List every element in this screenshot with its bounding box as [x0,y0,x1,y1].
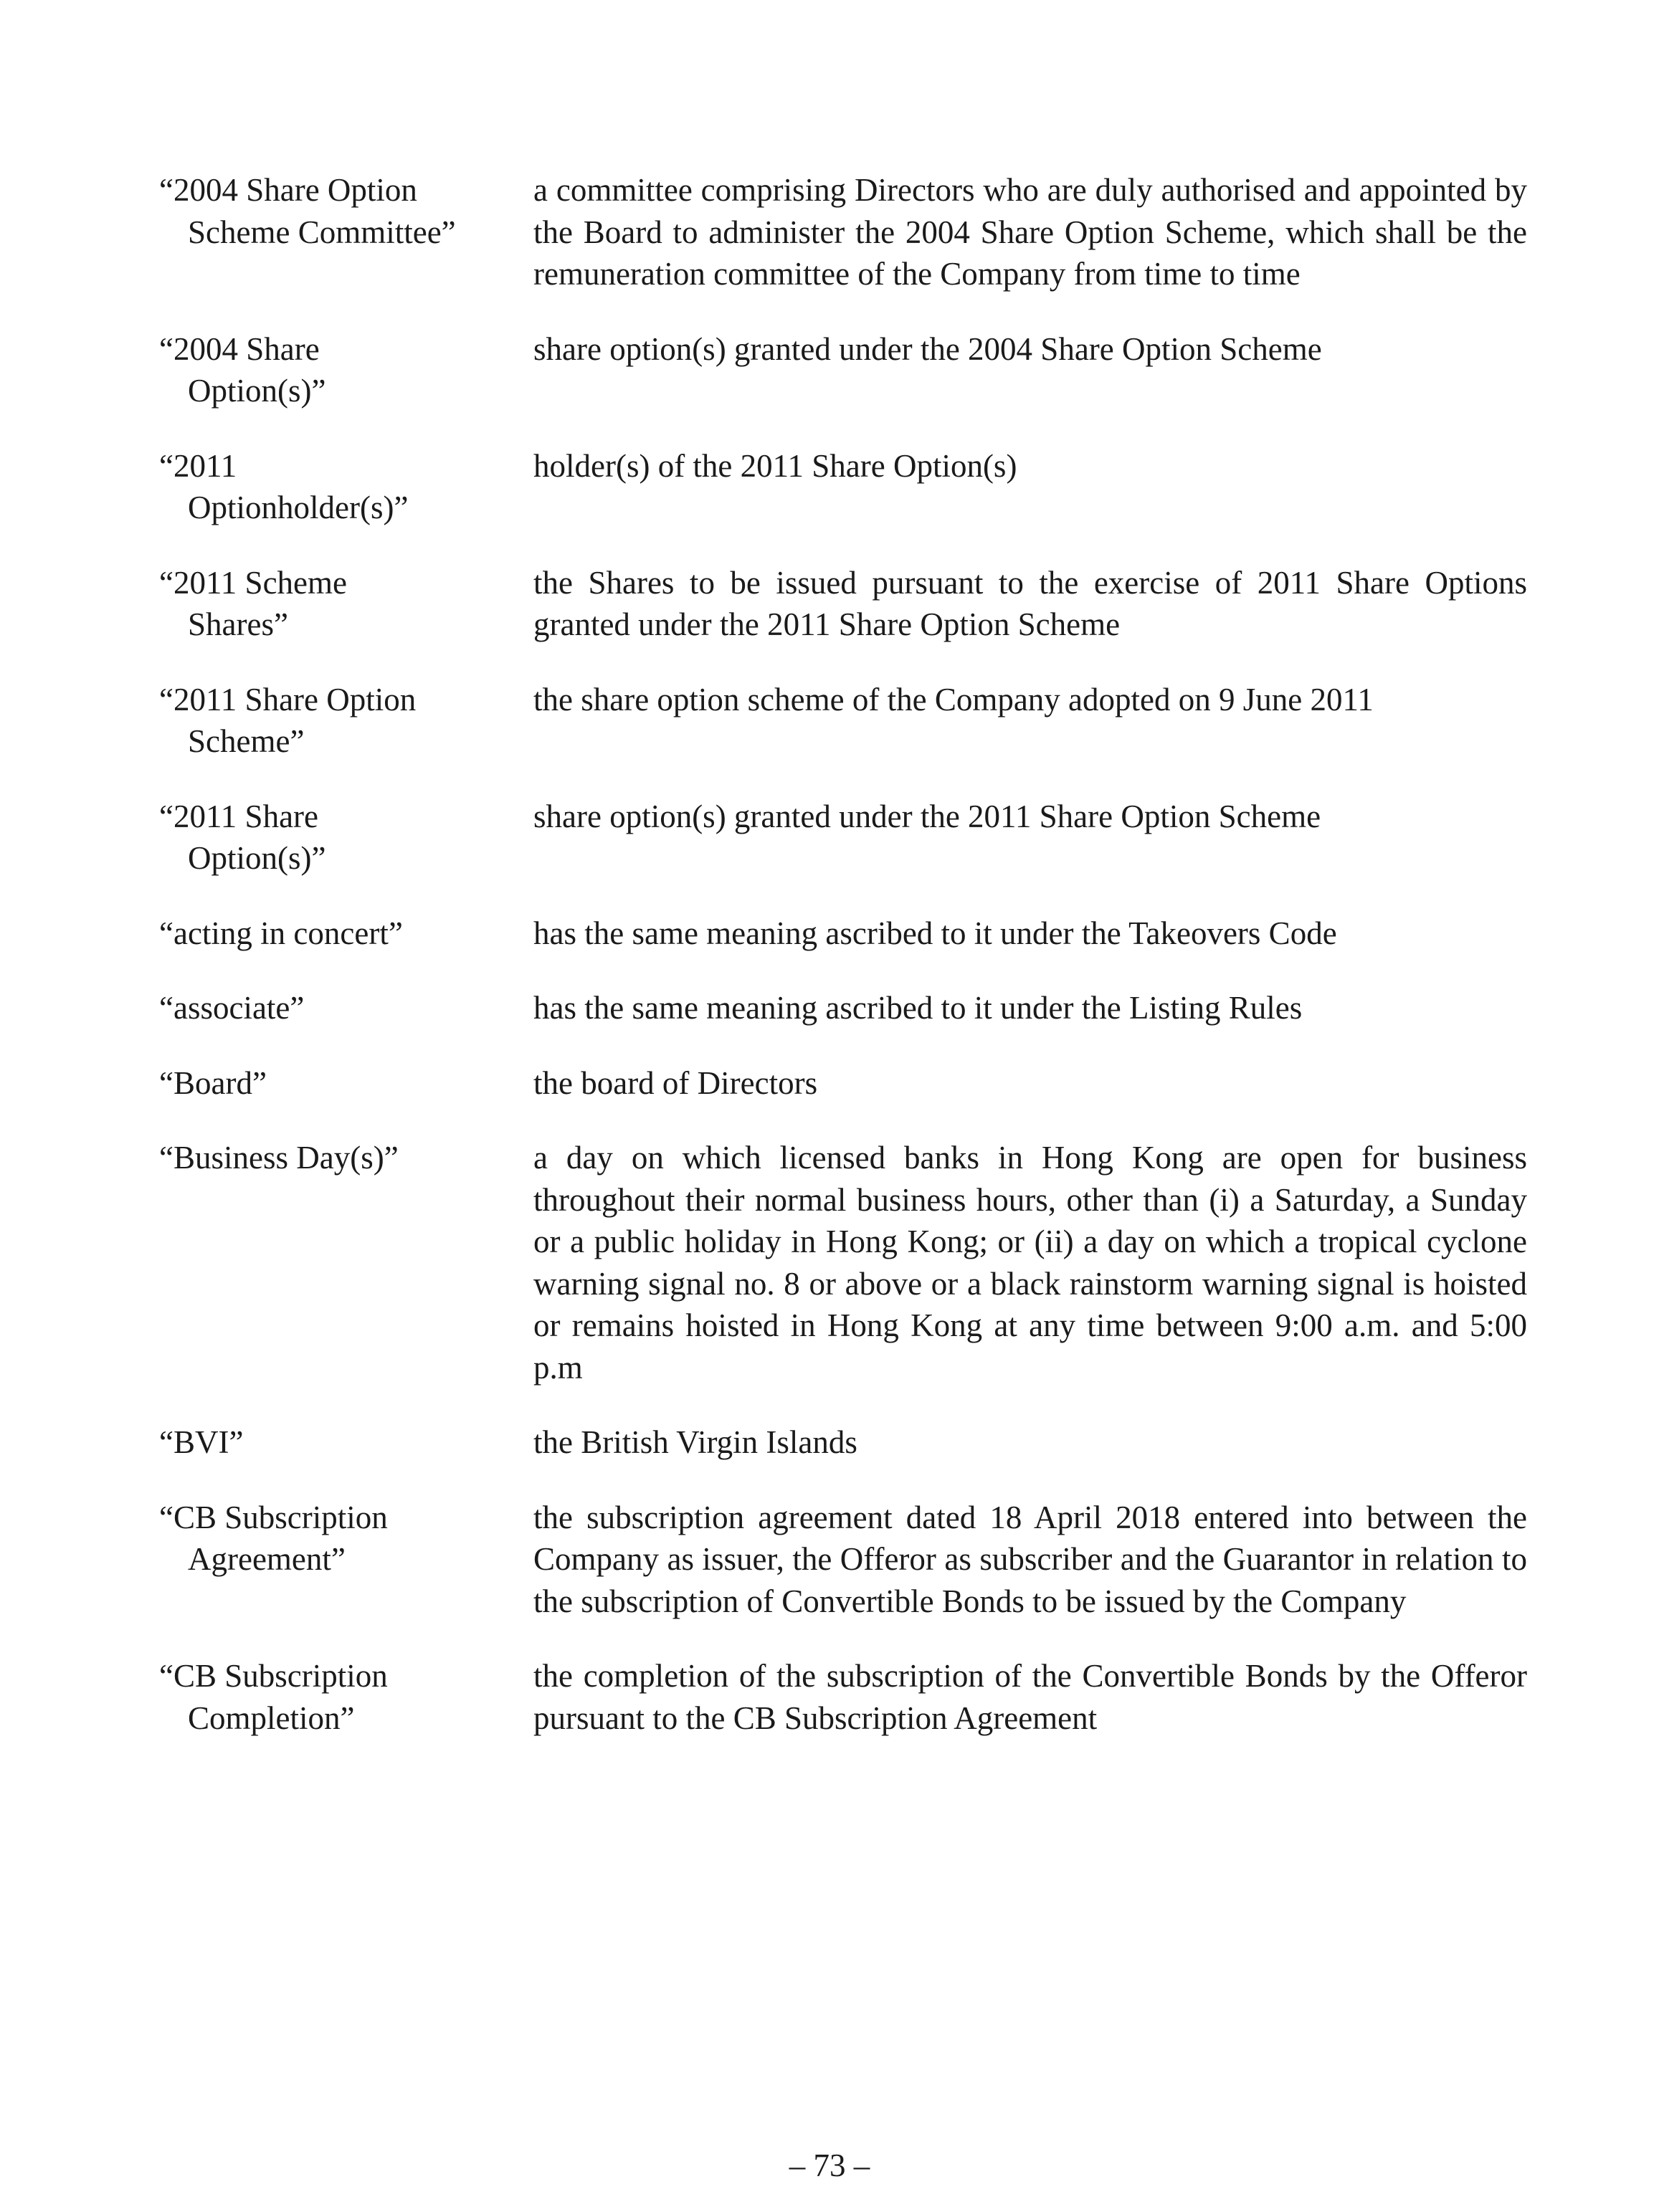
definition-term: “BVI” [159,1424,244,1460]
definition-row [159,562,1527,646]
definition-row [159,912,1527,955]
definition-term: “2011 Share Option Scheme” [159,681,417,759]
definition-row [159,169,1527,295]
page-number: – 73 – [789,2147,870,2183]
definition-row [159,1062,1527,1105]
definition-row [159,987,1527,1029]
definition-text: a committee comprising Directors who are duly authorised and appointed by the Board to administer the 2004 Share Option Scheme, which shall be the remuneration committee of the Company from time to time [533,172,1527,292]
definition-text: share option(s) granted under the 2004 Share Option Scheme [533,330,1322,367]
definition-text: the subscription agreement dated 18 April 2018 entered into between the Company as issuer, the Offeror as subscriber and the Guarantor in relation to the subscription of Convertible Bonds to be issued by the Company [533,1499,1527,1619]
definition-text: holder(s) of the 2011 Share Option(s) [533,447,1017,484]
definition-term: “acting in concert” [159,915,403,951]
definition-term: “2011 Optionholder(s)” [159,447,409,525]
definition-term: “Board” [159,1064,267,1101]
definition-text: the Shares to be issued pursuant to the exercise of 2011 Share Options granted under the 2011 Share Option Scheme [533,564,1527,642]
definition-row [159,328,1527,412]
document-page [159,169,1527,1772]
definition-row [159,1421,1527,1464]
definition-text: the board of Directors [533,1064,818,1101]
definition-text: a day on which licensed banks in Hong Kong are open for business throughout their normal business hours, other than (i) a Saturday, a Sunday or a public holiday in Hong Kong; or (ii) a day on which a tropical cyclone warning signal no. 8 or above or a black rainstorm warning signal is hoisted or remains hoisted in Hong Kong at any time between 9:00 a.m. and 5:00 p.m [533,1140,1527,1386]
definition-term: “CB Subscription Completion” [159,1658,388,1736]
definition-text: the completion of the subscription of the Convertible Bonds by the Offeror pursuant to the CB Subscription Agreement [533,1658,1527,1736]
definition-row [159,1497,1527,1623]
definition-row [159,1655,1527,1739]
definition-text: has the same meaning ascribed to it under the Listing Rules [533,990,1303,1026]
definition-term: “associate” [159,990,305,1026]
definition-row [159,679,1527,763]
definition-text: the share option scheme of the Company adopted on 9 June 2011 [533,681,1374,718]
definition-text: has the same meaning ascribed to it under the Takeovers Code [533,915,1337,951]
definitions-list [159,169,1527,1739]
definition-term: “Business Day(s)” [159,1140,399,1176]
definition-text: share option(s) granted under the 2011 Share Option Scheme [533,798,1321,834]
definition-term: “CB Subscription Agreement” [159,1499,388,1577]
definition-term: “2004 Share Option Scheme Committee” [159,172,456,250]
definition-row [159,1137,1527,1388]
definition-row [159,796,1527,879]
definition-row [159,445,1527,529]
definition-text: the British Virgin Islands [533,1424,857,1460]
definition-term: “2004 Share Option(s)” [159,330,326,409]
definition-term: “2011 Share Option(s)” [159,798,326,876]
definition-term: “2011 Scheme Shares” [159,564,348,642]
